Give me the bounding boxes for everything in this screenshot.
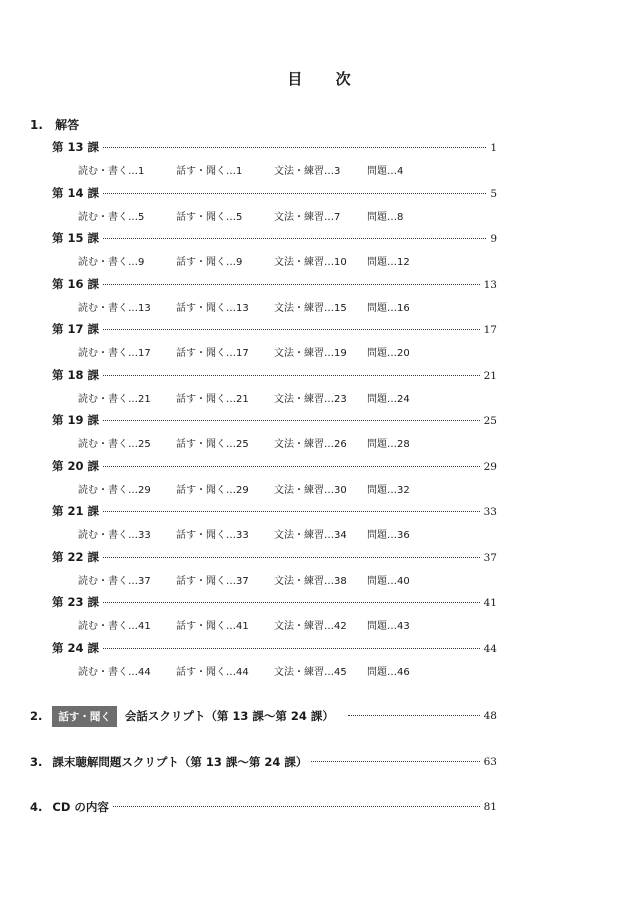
lesson-label: 第 22 課 [52,549,100,564]
page-number: 21 [483,369,497,382]
dot-leader [103,648,480,649]
sub-entry-reading-writing[interactable]: 読む・書く…5 [78,211,145,223]
section-label: 課末聴解問題スクリプト（第 13 課〜第 24 課） [52,755,308,769]
lesson-label: 第 20 課 [52,458,100,473]
dot-leader [311,761,479,762]
section-badge: 話す・聞く [52,706,117,727]
dot-leader [103,193,486,194]
lesson-row[interactable] [52,276,497,292]
lesson-row[interactable] [52,640,497,656]
section-1-heading [30,116,79,133]
sub-entry-speaking-listening[interactable]: 話す・聞く…5 [176,211,243,223]
lesson-label: 第 23 課 [52,595,100,609]
sub-entry-grammar-practice[interactable]: 文法・練習…45 [274,666,347,678]
sub-entry-grammar-practice[interactable]: 文法・練習…19 [274,348,347,359]
page-number: 13 [483,278,497,291]
sub-entry-speaking-listening[interactable]: 話す・聞く…13 [176,302,249,314]
sub-entry-reading-writing[interactable]: 読む・書く…44 [78,666,151,678]
page-number: 17 [483,324,497,336]
sub-entry-grammar-practice[interactable]: 文法・練習…3 [274,166,341,177]
lesson-label: 第 24 課 [52,640,100,655]
sub-entry-problems[interactable]: 問題…4 [367,166,404,177]
sub-entry-reading-writing[interactable]: 読む・書く…21 [78,393,151,405]
sub-entry-grammar-practice[interactable]: 文法・練習…42 [274,621,347,632]
lesson-row[interactable] [52,458,497,474]
dot-leader [103,557,480,558]
section-number: 1. [30,118,43,132]
sub-entry-speaking-listening[interactable]: 話す・聞く…9 [176,257,243,268]
sub-entry-problems[interactable]: 問題…16 [367,302,410,314]
section-3-row[interactable] [30,753,497,771]
sub-entry-problems[interactable]: 問題…20 [367,348,410,359]
sub-entry-reading-writing[interactable]: 読む・書く…1 [78,166,145,177]
section-2-row[interactable] [30,707,497,725]
section-number: 2. [30,709,43,723]
sub-entry-grammar-practice[interactable]: 文法・練習…34 [274,530,347,541]
sub-entry-reading-writing[interactable]: 読む・書く…13 [78,302,151,314]
sub-entry-speaking-listening[interactable]: 話す・聞く…44 [176,666,249,678]
sub-entry-speaking-listening[interactable]: 話す・聞く…17 [176,348,249,359]
page-number: 44 [483,642,497,655]
lesson-row[interactable] [52,594,497,610]
lesson-label: 第 13 課 [52,140,100,154]
page-number: 63 [483,756,497,768]
lesson-row[interactable] [52,549,497,565]
sub-entry-speaking-listening[interactable]: 話す・聞く…1 [176,166,243,177]
sub-entry-reading-writing[interactable]: 読む・書く…33 [78,530,151,541]
sub-entry-speaking-listening[interactable]: 話す・聞く…41 [176,621,249,632]
lesson-row[interactable] [52,412,497,428]
sub-entry-problems[interactable]: 問題…28 [367,439,410,450]
section-number: 3. [30,755,43,769]
section-label: 会話スクリプト（第 13 課〜第 24 課） [124,709,334,723]
page-number: 5 [490,187,497,200]
dot-leader [103,602,480,603]
sub-entry-problems[interactable]: 問題…8 [367,211,404,223]
dot-leader [103,284,480,285]
page-title: 目 次 [287,70,365,88]
sub-entry-reading-writing[interactable]: 読む・書く…41 [78,621,151,632]
page-number: 25 [483,415,497,427]
dot-leader [103,420,480,421]
page-number: 41 [483,597,497,609]
dot-leader [103,466,480,467]
sub-entry-grammar-practice[interactable]: 文法・練習…7 [274,211,341,223]
lesson-row[interactable] [52,367,497,383]
sub-entry-reading-writing[interactable]: 読む・書く…25 [78,439,151,450]
page-number: 37 [483,551,497,564]
sub-entry-grammar-practice[interactable]: 文法・練習…30 [274,484,347,496]
sub-entry-reading-writing[interactable]: 読む・書く…29 [78,484,151,496]
dot-leader [348,715,480,716]
lesson-row[interactable] [52,503,497,519]
lesson-label: 第 19 課 [52,413,100,427]
lesson-label: 第 17 課 [52,322,100,336]
sub-entry-problems[interactable]: 問題…40 [367,575,410,587]
sub-entry-reading-writing[interactable]: 読む・書く…9 [78,257,145,268]
sub-entry-grammar-practice[interactable]: 文法・練習…26 [274,439,347,450]
sub-entry-speaking-listening[interactable]: 話す・聞く…21 [176,393,249,405]
sub-entry-problems[interactable]: 問題…24 [367,393,410,405]
page-number: 48 [483,710,497,722]
page-number: 1 [490,142,497,154]
sub-entry-speaking-listening[interactable]: 話す・聞く…37 [176,575,249,587]
section-number: 4. [30,800,43,814]
sub-entry-speaking-listening[interactable]: 話す・聞く…29 [176,484,249,496]
dot-leader [103,375,480,376]
sub-entry-grammar-practice[interactable]: 文法・練習…23 [274,393,347,405]
sub-entry-grammar-practice[interactable]: 文法・練習…10 [274,257,347,268]
dot-leader [103,511,480,512]
lesson-label: 第 15 課 [52,231,100,245]
lesson-row[interactable] [52,321,497,337]
dot-leader [113,806,480,807]
lesson-row[interactable] [52,185,497,201]
sub-entry-grammar-practice[interactable]: 文法・練習…38 [274,575,347,587]
sub-entry-reading-writing[interactable]: 読む・書く…17 [78,348,151,359]
sub-entry-problems[interactable]: 問題…46 [367,666,410,678]
page-number: 9 [490,233,497,245]
sub-entry-problems[interactable]: 問題…32 [367,484,410,496]
sub-entry-speaking-listening[interactable]: 話す・聞く…25 [176,439,249,450]
lesson-label: 第 14 課 [52,185,100,200]
page-number: 33 [483,506,497,518]
dot-leader [103,238,486,239]
lesson-label: 第 18 課 [52,367,100,382]
lesson-label: 第 21 課 [52,504,100,518]
page-number: 81 [483,801,497,813]
dot-leader [103,329,480,330]
sub-entry-problems[interactable]: 問題…36 [367,530,410,541]
sub-entry-grammar-practice[interactable]: 文法・練習…15 [274,302,347,314]
sub-entry-problems[interactable]: 問題…12 [367,257,410,268]
lesson-row[interactable] [52,139,497,155]
section-label: 解答 [55,118,80,132]
sub-entry-speaking-listening[interactable]: 話す・聞く…33 [176,530,249,541]
lesson-label: 第 16 課 [52,276,100,291]
lesson-row[interactable] [52,230,497,246]
section-4-row[interactable] [30,798,497,816]
page-number: 29 [483,460,497,473]
sub-entry-problems[interactable]: 問題…43 [367,621,410,632]
section-label: CD の内容 [52,800,109,814]
dot-leader [103,147,486,148]
sub-entry-reading-writing[interactable]: 読む・書く…37 [78,575,151,587]
